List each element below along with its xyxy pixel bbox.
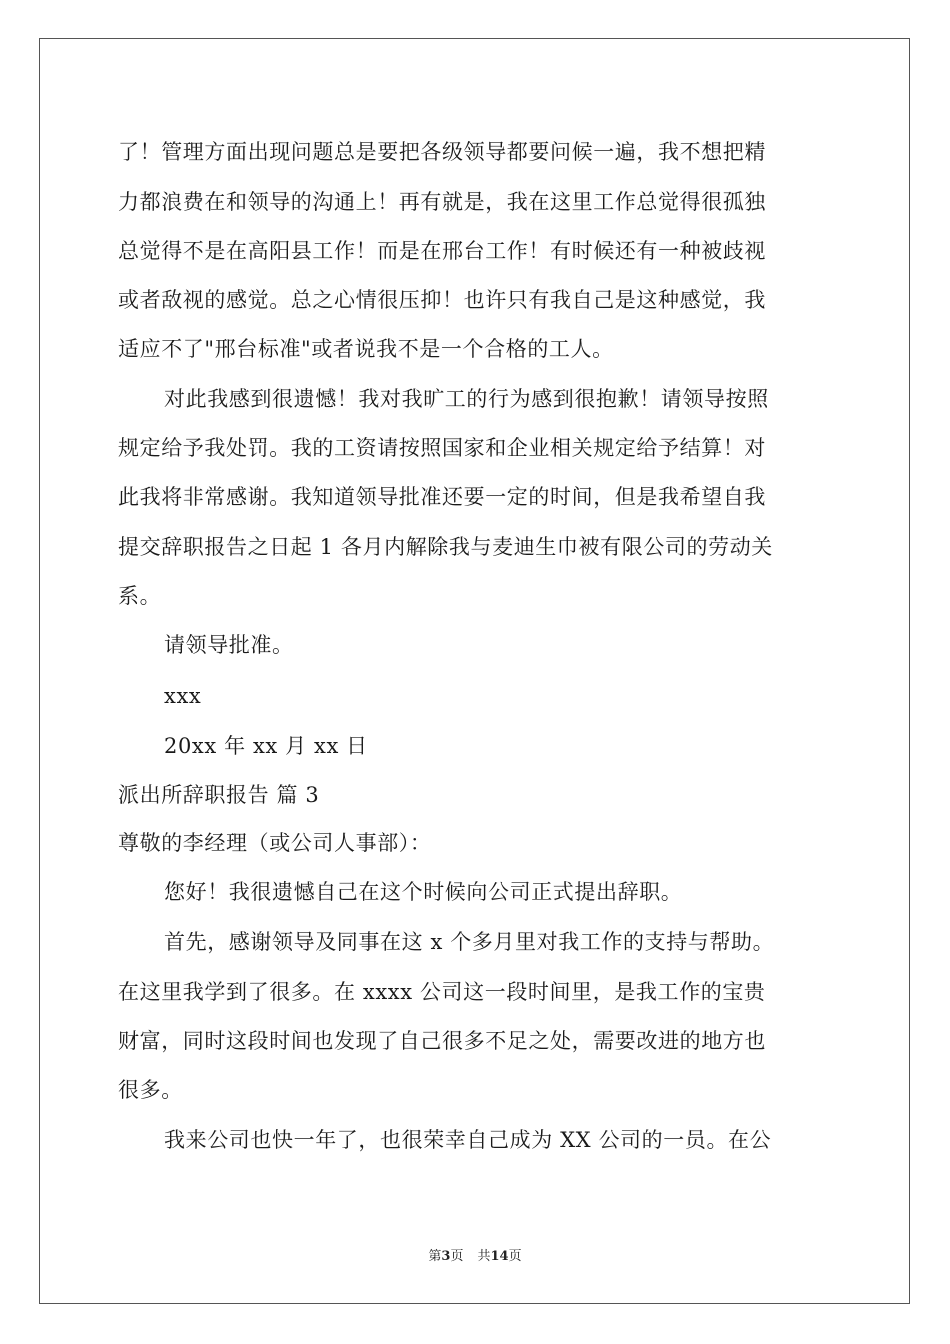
- text-line: 或者敌视的感觉。总之心情很压抑！也许只有我自己是这种感觉，我: [118, 288, 766, 312]
- signature-name: xxx: [164, 684, 202, 708]
- total-prefix: 共: [477, 1249, 491, 1264]
- salutation: 尊敬的李经理（或公司人事部）：: [118, 831, 432, 855]
- text-line: 对此我感到很遗憾！我对我旷工的行为感到很抱歉！请领导按照: [164, 387, 769, 411]
- text-line: 规定给予我处罚。我的工资请按照国家和企业相关规定给予结算！对: [118, 436, 766, 460]
- page-prefix: 第: [428, 1249, 442, 1264]
- text-line: 力都浪费在和领导的沟通上！再有就是，我在这里工作总觉得很孤独: [118, 190, 766, 214]
- page-footer: [0, 1248, 950, 1266]
- text-line: 财富，同时这段时间也发现了自己很多不足之处，需要改进的地方也: [118, 1029, 766, 1053]
- text-line: 了！管理方面出现问题总是要把各级领导都要问候一遍，我不想把精: [118, 140, 766, 164]
- page-suffix: 页: [450, 1249, 464, 1264]
- signature-date: 20xx 年 xx 月 xx 日: [164, 734, 368, 758]
- text-line: 请领导批准。: [164, 633, 294, 657]
- total-suffix: 页: [508, 1249, 522, 1264]
- text-line: 适应不了"邢台标准"或者说我不是一个合格的工人。: [118, 337, 614, 361]
- page-current: 3: [441, 1249, 451, 1264]
- text-line: 此我将非常感谢。我知道领导批准还要一定的时间，但是我希望自我: [118, 485, 766, 509]
- text-line: 您好！我很遗憾自己在这个时候向公司正式提出辞职。: [164, 880, 683, 904]
- section-heading: 派出所辞职报告 篇 3: [118, 783, 320, 807]
- page-frame: [39, 38, 910, 1304]
- text-line: 提交辞职报告之日起 1 各月内解除我与麦迪生巾被有限公司的劳动关: [118, 535, 773, 559]
- text-line: 总觉得不是在高阳县工作！而是在邢台工作！有时候还有一种被歧视: [118, 239, 766, 263]
- text-line: 系。: [118, 584, 162, 608]
- text-line: 很多。: [118, 1078, 183, 1102]
- page-total: 14: [490, 1249, 509, 1264]
- text-line: 首先，感谢领导及同事在这 x 个多月里对我工作的支持与帮助。: [164, 930, 775, 954]
- text-line: 在这里我学到了很多。在 xxxx 公司这一段时间里，是我工作的宝贵: [118, 980, 766, 1004]
- text-line: 我来公司也快一年了，也很荣幸自己成为 XX 公司的一员。在公: [164, 1128, 772, 1152]
